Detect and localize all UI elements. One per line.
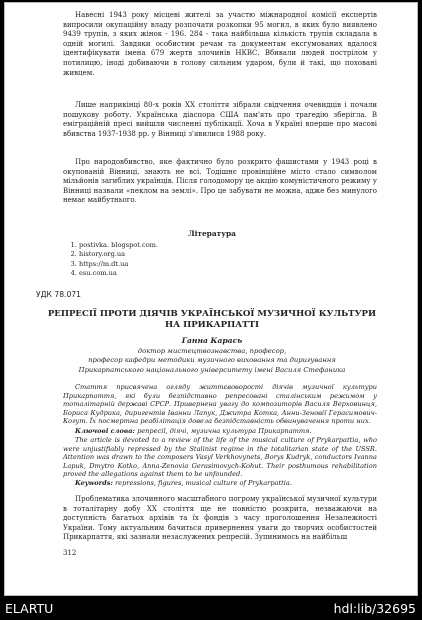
abstract-english: The article is devoted to a review of the life of the musical culture of Prykarpattia, who were unjustifiably repressed by the Stalinist regime in the totalitarian state of the USSR. Attention was drawn to the composers Vasyl Verkhovynets, Borys Kudryk, conductors Ivanna Lapuk, Dmytro Kotko, Anna-Zenovia Gerasimovych-Kohut. Their posthumous rehabilitation proved the allegations against them to be unfounded. (63, 436, 377, 479)
paragraph-exhumation: Навесні 1943 року місцеві жителі за участю міжнародної комісії експертів випросили окупаційну владу розпочати розкопки 95 могил, в яких було виявлено 9439 трупів, з яких жінок - 196. 284 - така найбільша кількість трупів складала в одній могилі. Завдяки особистим речам та документам ексгумованих вдалося ідентифікувати імена 679 жертв злочинів НКВС. Вбивали людей пострілом у потилицю, іноді добиваючи в голову сильним ударом, були й такі, що поховані живцем. (63, 11, 377, 77)
literature-item: 1. postivka. blogspot.com. (79, 241, 158, 250)
abstract-ukrainian: Стаття присвячена огляду життєвоворості діячів музичної культури Прикарпаття, які були безпідставно репресовані сталінським режимом у тоталітарній державі СРСР. Привернена увагу до композиторів Василя Верховинця, Бориса Кудрика, диригентів Іванни Лапук, Джитра Котка, Анни-Зеновії Герасимович-Когут. Їх посмертна реабілітація довела безпідставність обвинувачення проти них. (63, 383, 377, 426)
literature-heading: Література (188, 229, 236, 238)
affiliation-position: професор кафедри методики музичного виховання та диригування (88, 356, 336, 365)
footer-repository-name: ELARTU (5, 601, 54, 616)
keywords-en-label: Keywords: (75, 479, 113, 487)
udk-code: УДК 78.071 (36, 290, 81, 299)
article-title: РЕПРЕСІЇ ПРОТИ ДІЯЧІВ УКРАЇНСЬКОЇ МУЗИЧНОЇ КУЛЬТУРИ НА ПРИКАРПАТТІ (47, 309, 377, 330)
keywords-en-text: repressions, figures, musical culture of Prykarpattia. (115, 479, 292, 487)
literature-list (67, 241, 158, 279)
paragraph-late-80s: Лише наприкінці 80-х років ХХ століття зібрали свідчення очевидців і почали пошукову роботу. Українська діаспора США пам'ять про трагедію зберігла. В еміграційній пресі вийшли численні публікації. Хоча в Україні вперше про масові вбивства 1937-1938 рр. у Вінниці з'явилися 1988 року. (63, 101, 377, 138)
keywords-english (63, 479, 377, 488)
footer-bar (0, 596, 422, 620)
page-number: 312 (63, 549, 77, 557)
author-affiliation (45, 347, 379, 375)
affiliation-degree: доктор мистецтвознавства, професор, (137, 347, 287, 355)
footer-handle-link[interactable]: hdl:lib/32695 (333, 601, 416, 616)
literature-item: 3. https://m.dt.ua (79, 260, 158, 269)
keywords-ukrainian (63, 427, 377, 436)
keywords-ua-text: репресії, діячі, музична культура Прикарпаття. (137, 427, 312, 435)
paragraph-genocide: Про народовбивство, яке фактично було розкрито фашистами у 1943 році в окупованій Вінниці, знають не всі. Тодішнє провінційне місто стало символом мільйонів загиблих українців. Після голодомору це акцію комуністичного режиму у Вінниці назвали «пеклом на землі». Про це забувати не можна, адже без минулого немає майбутнього. (63, 158, 377, 205)
affiliation-university: Прикарпатського національного університету імені Василя Стефаника (78, 365, 346, 374)
paragraph-body-start: Проблематика злочинного масштабного погрому української музичної культури в тоталітарну добу ХХ століття ще не повністю розкрита, незважаючи на доступність багатьох архівів та їх фондів з часу проголошення Незалежності України. Тому актуальним бачиться привернення уваги до творчих особистостей Прикарпаття, які зазнали незаслужених репресій. Зупинимось на найбільш (63, 495, 377, 542)
document-page (4, 2, 418, 596)
literature-item: 2. history.org.ua (79, 250, 158, 259)
literature-item: 4. esu.com.ua (79, 269, 158, 278)
author-name: Ганна Карась (181, 336, 243, 345)
keywords-ua-label: Ключові слова: (75, 427, 135, 435)
